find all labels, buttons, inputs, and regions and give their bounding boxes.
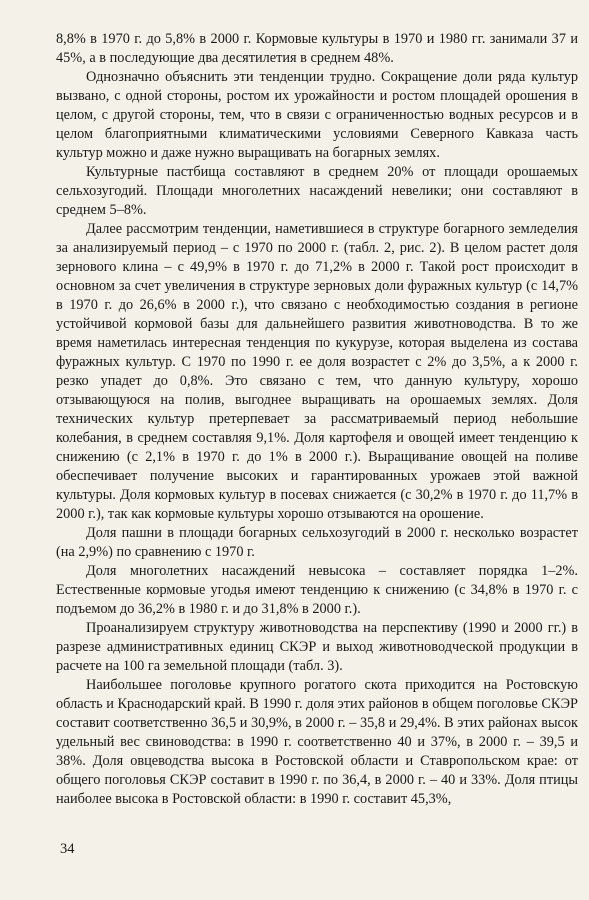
- page-body: [56, 30, 578, 809]
- body-text: [56, 30, 578, 809]
- paragraph-3: Культурные пастбища составляют в среднем 20% от площади орошаемых сельхозугодий. Площади многолетних насаждений невелики; они составляют в среднем 5–8%.: [56, 164, 578, 218]
- paragraph-8: Наибольшее поголовье крупного рогатого скота приходится на Ростовскую область и Краснодарский край. В 1990 г. доля этих районов в общем поголовье СКЭР составит соответственно 36,5 и 30,9%, в 2000 г. – 35,8 и 29,4%. В этих районах высок удельный вес свиноводства: в 1990 г. соответственно 40 и 37%, в 2000 г. – 39,5 и 38%. Доля овцеводства высока в Ростовской области и Ставропольском крае: от общего поголовья СКЭР составит в 1990 г. по 36,4, в 2000 г. – 40 и 33%. Доля птицы наиболее высока в Ростовской области: в 1990 г. составит 45,3%,: [56, 677, 578, 807]
- paragraph-4: Далее рассмотрим тенденции, наметившиеся в структуре богарного земледелия за анализируемый период – с 1970 по 2000 г. (табл. 2, рис. 2). В целом растет доля зернового клина – с 49,9% в 1970 г. до 71,2% в 2000 г. Такой рост происходит в основном за счет увеличения в структуре зерновых доли фуражных культур (с 14,7% в 1970 г. до 26,6% в 2000 г.), что связано с необходимостью создания в регионе устойчивой кормовой базы для дальнейшего развития животноводства. В то же время наметилась интересная тенденция по кукурузе, которая выделена из состава фуражных культур. С 1970 по 1990 г. ее доля возрастет с 2% до 3,5%, а к 2000 г. резко упадет до 0,8%. Это связано с тем, что данную культуру, хорошо отзывающуюся на полив, выгоднее выращивать на орошаемых землях. Доля технических культур претерпевает за рассматриваемый период небольшие колебания, в среднем составляя 9,1%. Доля картофеля и овощей имеет тенденцию к снижению (с 2,1% в 1970 г. до 1% в 2000 г.). Выращивание овощей на поливе обеспечивает получение высоких и гарантированных урожаев этой важной культуры. Доля кормовых культур в посевах снижается (с 30,2% в 1970 г. до 11,7% в 2000 г.), так как кормовые культуры хорошо отзываются на орошение.: [56, 221, 578, 522]
- paragraph-6: Доля многолетних насаждений невысока – составляет порядка 1–2%. Естественные кормовые угодья имеют тенденцию к снижению (с 34,8% в 1970 г. с подъемом до 36,2% в 1980 г. и до 31,8% в 2000 г.).: [56, 563, 578, 617]
- paragraph-7: Проанализируем структуру животноводства на перспективу (1990 и 2000 гг.) в разрезе административных единиц СКЭР и выход животноводческой продукции в расчете на 100 га земельной площади (табл. 3).: [56, 620, 578, 674]
- paragraph-1: 8,8% в 1970 г. до 5,8% в 2000 г. Кормовые культуры в 1970 и 1980 гг. занимали 37 и 45%, а в последующие два десятилетия в среднем 48%.: [56, 31, 578, 66]
- page-number: 34: [60, 841, 75, 857]
- paragraph-2: Однозначно объяснить эти тенденции трудно. Сокращение доли ряда культур вызвано, с одной стороны, ростом их урожайности и ростом площадей орошения в целом, с другой стороны, тем, что в связи с ограниченностью водных ресурсов и в целом благоприятными климатическими условиями Северного Кавказа часть культур можно и даже нужно выращивать на богарных землях.: [56, 69, 578, 161]
- paragraph-5: Доля пашни в площади богарных сельхозугодий в 2000 г. несколько возрастет (на 2,9%) по сравнению с 1970 г.: [56, 525, 578, 560]
